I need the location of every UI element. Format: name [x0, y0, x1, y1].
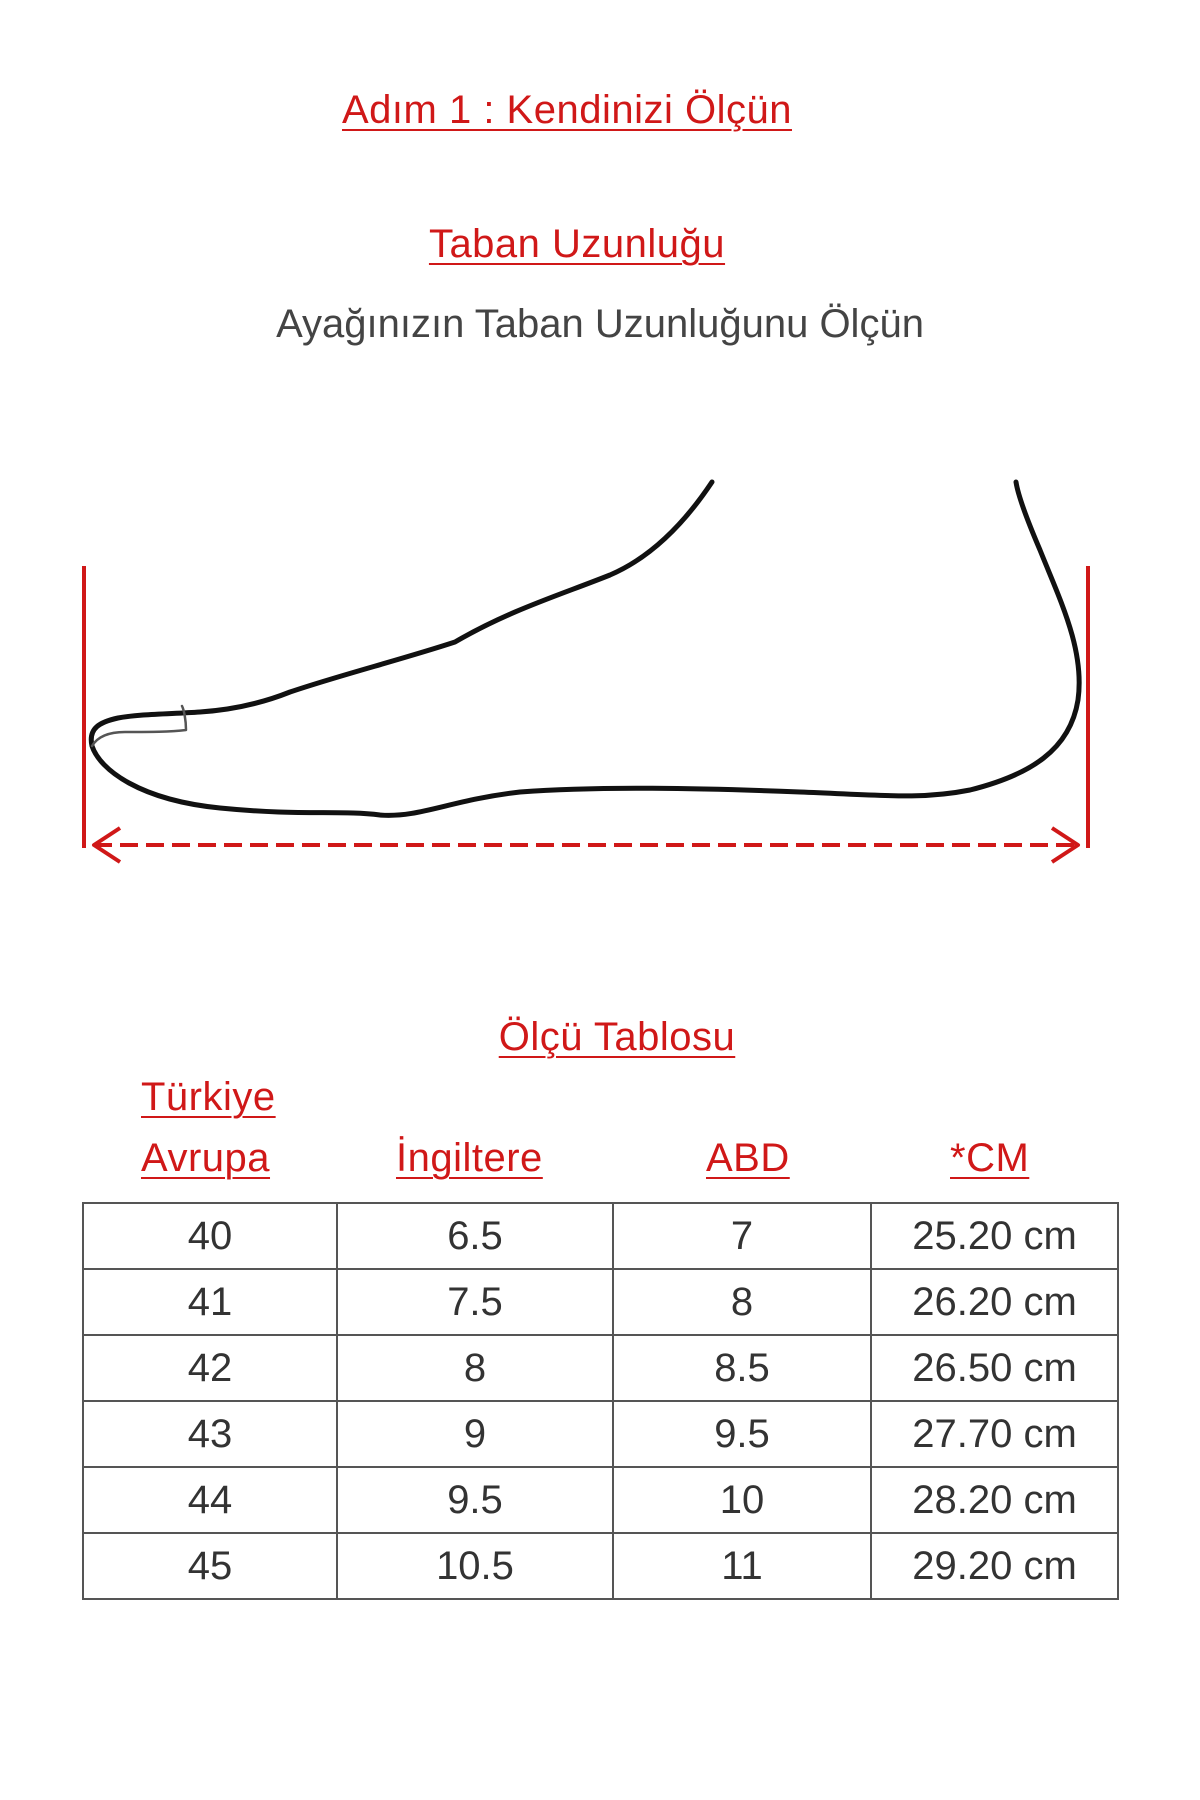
cell-us-size: 11	[613, 1533, 871, 1599]
cell-cm-size: 26.20 cm	[871, 1269, 1118, 1335]
cell-us-size: 9.5	[613, 1401, 871, 1467]
cell-us-size: 7	[613, 1203, 871, 1269]
cell-tr-size: 44	[83, 1467, 337, 1533]
measure-instruction: Ayağınızın Taban Uzunluğunu Ölçün	[276, 302, 924, 346]
table-row	[83, 1467, 1118, 1533]
sole-length-title: Taban Uzunluğu	[428, 222, 726, 266]
column-header-us: ABD	[706, 1136, 790, 1180]
cell-cm-size: 26.50 cm	[871, 1335, 1118, 1401]
cell-uk-size: 9.5	[337, 1467, 613, 1533]
column-header-uk: İngiltere	[396, 1136, 543, 1180]
step-title: Adım 1 : Kendinizi Ölçün	[342, 88, 792, 132]
column-header-cm: *CM	[950, 1136, 1030, 1180]
cell-uk-size: 7.5	[337, 1269, 613, 1335]
cell-cm-size: 25.20 cm	[871, 1203, 1118, 1269]
cell-cm-size: 27.70 cm	[871, 1401, 1118, 1467]
cell-tr-size: 41	[83, 1269, 337, 1335]
column-header-europe: Avrupa	[141, 1136, 271, 1180]
cell-uk-size: 8	[337, 1335, 613, 1401]
foot-outline-icon	[91, 482, 1079, 815]
cell-tr-size: 40	[83, 1203, 337, 1269]
cell-uk-size: 6.5	[337, 1203, 613, 1269]
cell-tr-size: 43	[83, 1401, 337, 1467]
foot-measurement-illustration	[0, 470, 1200, 870]
cell-us-size: 10	[613, 1467, 871, 1533]
cell-uk-size: 10.5	[337, 1533, 613, 1599]
size-table	[82, 1202, 1119, 1600]
table-row	[83, 1335, 1118, 1401]
table-row	[83, 1533, 1118, 1599]
cell-tr-size: 45	[83, 1533, 337, 1599]
cell-cm-size: 29.20 cm	[871, 1533, 1118, 1599]
table-row	[83, 1269, 1118, 1335]
cell-tr-size: 42	[83, 1335, 337, 1401]
cell-us-size: 8	[613, 1269, 871, 1335]
table-row	[83, 1203, 1118, 1269]
cell-us-size: 8.5	[613, 1335, 871, 1401]
size-table-title: Ölçü Tablosu	[498, 1015, 736, 1059]
cell-cm-size: 28.20 cm	[871, 1467, 1118, 1533]
table-row	[83, 1401, 1118, 1467]
column-header-turkey: Türkiye	[141, 1075, 276, 1119]
double-arrow-dashed-icon	[84, 566, 1088, 862]
cell-uk-size: 9	[337, 1401, 613, 1467]
